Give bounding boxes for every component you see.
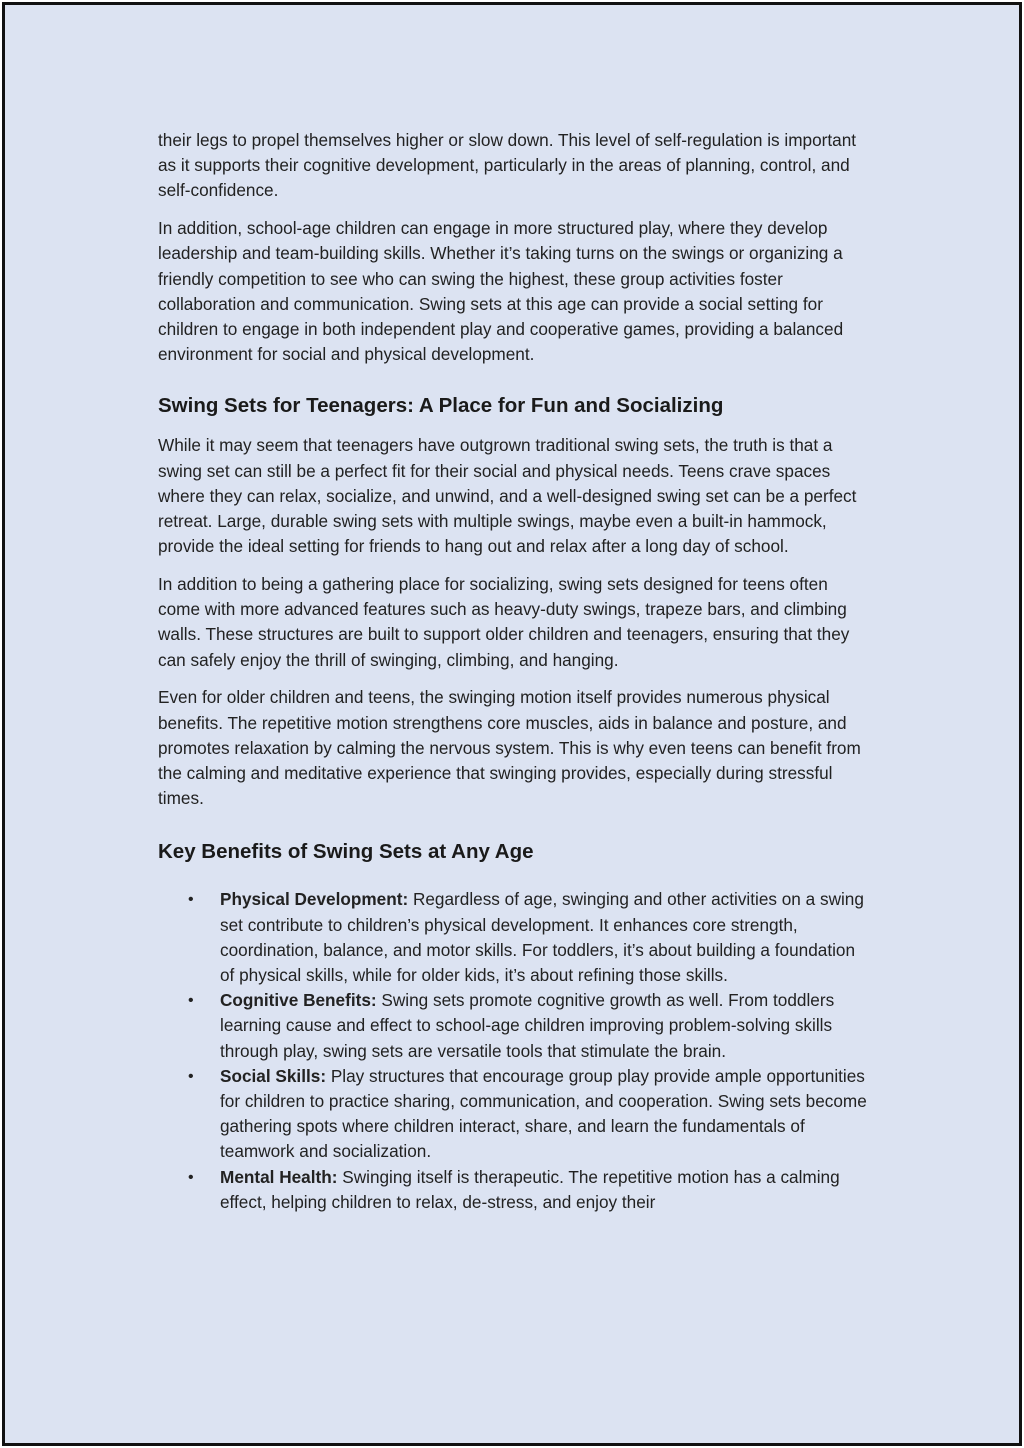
bullet-icon: • [188,891,194,909]
paragraph: their legs to propel themselves higher or slow down. This level of self-regulation is important as it supports their cognitive development, particularly in the areas of planning, control, and self-confidence. [158,130,857,201]
list-item-text: Play structures that encourage group play provide ample opportunities for children to practice sharing, communication, and cooperation. Swing sets become gathering spots where children interact, share, and learn the fundamentals of teamwork and socialization. [220,1065,867,1162]
list-item-label: Physical Development: [220,889,409,910]
list-item [158,1064,874,1165]
bullet-icon: • [188,1067,194,1085]
paragraph: In addition to being a gathering place for socializing, swing sets designed for teens often come with more advanced features such as heavy-duty swings, trapeze bars, and climbing walls. These structures are built to support older children and teenagers, ensuring that they can safely enjoy the thrill of swinging, climbing, and hanging. [158,574,850,670]
section-heading-key-benefits: Key Benefits of Swing Sets at Any Age [158,840,534,864]
bullet-icon: • [188,992,194,1010]
list-item-text: Swing sets promote cognitive growth as well. From toddlers learning cause and effect to school-age children improving problem-solving skills through play, swing sets are versatile tools that stimulate the brain. [220,990,835,1061]
document-page [2,2,1022,1446]
paragraph: Even for older children and teens, the swinging motion itself provides numerous physical benefits. The repetitive motion strengthens core muscles, aids in balance and posture, and promotes relaxation by calming the nervous system. This is why even teens can benefit from the calming and meditative experience that swinging provides, especially during stressful times. [158,687,861,809]
list-item [158,988,874,1064]
list-item-label: Mental Health: [220,1166,338,1187]
paragraph: While it may seem that teenagers have outgrown traditional swing sets, the truth is that a swing set can still be a perfect fit for their social and physical needs. Teens crave spaces where they can relax, socialize, and unwind, and a well-designed swing set can be a perfect retreat. Large, durable swing sets with multiple swings, maybe even a built-in hammock, provide the ideal setting for friends to hang out and relax after a long day of school. [158,435,857,557]
list-item-text: Swinging itself is therapeutic. The repetitive motion has a calming effect, helping children to relax, de-stress, and enjoy their [220,1166,840,1212]
paragraph: In addition, school-age children can engage in more structured play, where they develop leadership and team-building skills. Whether it’s taking turns on the swings or organizing a friendly competition to see who can swing the highest, these group activities foster collaboration and communication. Swing sets at this age can provide a social setting for children to engage in both independent play and cooperative games, providing a balanced environment for social and physical development. [158,218,844,365]
section-heading-teenagers: Swing Sets for Teenagers: A Place for Fun and Socializing [158,394,724,418]
list-item [158,887,874,988]
benefits-list [158,887,874,1215]
list-item-label: Social Skills: [220,1065,327,1086]
document-body [158,128,874,1215]
list-item [158,1165,874,1215]
list-item-text: Regardless of age, swinging and other activities on a swing set contribute to children’s physical development. It enhances core strength, coordination, balance, and motor skills. For toddlers, it’s about building a foundation of physical skills, while for older kids, it’s about refining those skills. [220,889,864,986]
bullet-icon: • [188,1168,194,1186]
list-item-label: Cognitive Benefits: [220,990,377,1011]
